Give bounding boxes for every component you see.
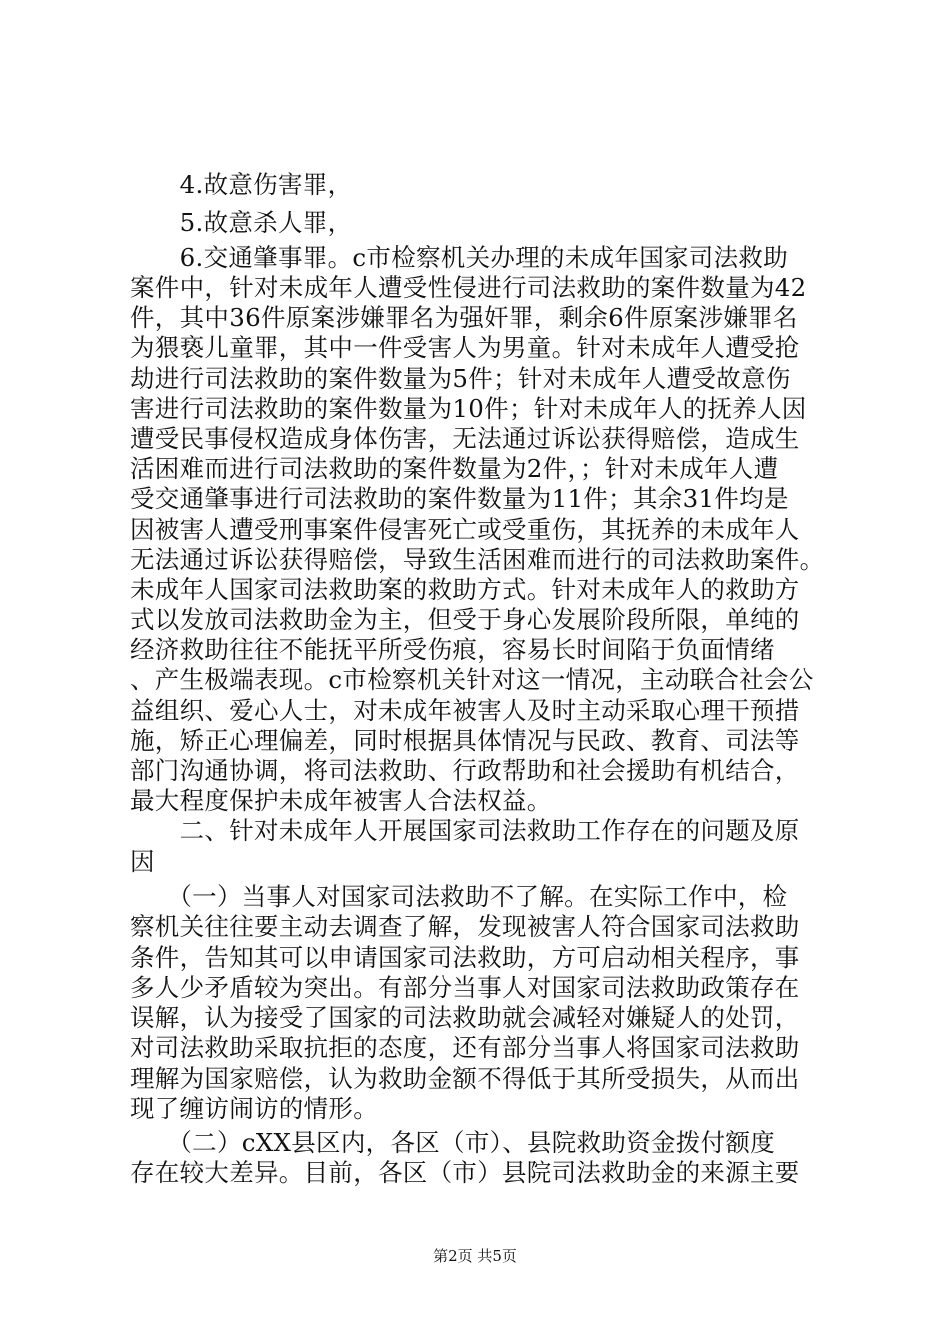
- text-line: 、产生极端表现。c市检察机关针对这一情况，主动联合社会公: [130, 665, 814, 694]
- text-line: 益组织、爱心人士，对未成年被害人及时主动采取心理干预措: [130, 696, 800, 725]
- text-line: 部门沟通协调，将司法救助、行政帮助和社会援助有机结合，: [130, 756, 800, 785]
- text-line: 因被害人遭受刑事案件侵害死亡或受重伤，其抚养的未成年人: [130, 515, 800, 544]
- text-line: 5.故意杀人罪，: [130, 208, 353, 237]
- page-footer: 第2页 共5页: [433, 1247, 517, 1265]
- text-line: 因: [130, 847, 155, 876]
- text-line: 4.故意伤害罪，: [130, 170, 353, 199]
- text-line: 活困难而进行司法救助的案件数量为2件，；针对未成年人遭: [130, 454, 779, 483]
- text-line: 经济救助往往不能抚平所受伤痕，容易长时间陷于负面情绪: [130, 635, 775, 664]
- text-line: 受交通肇事进行司法救助的案件数量为11件；其余31件均是: [130, 484, 789, 513]
- text-line: 存在较大差异。目前，各区（市）县院司法救助金的来源主要: [130, 1158, 800, 1187]
- text-line: 现了缠访闹访的情形。: [130, 1094, 378, 1123]
- text-line: 无法通过诉讼获得赔偿，导致生活困难而进行的司法救助案件。: [130, 545, 825, 574]
- text-line: 为猥亵儿童罪，其中一件受害人为男童。针对未成年人遭受抢: [130, 333, 800, 362]
- text-line: 件，其中36件原案涉嫌罪名为强奸罪，剩余6件原案涉嫌罪名: [130, 303, 798, 332]
- text-line: 未成年人国家司法救助案的救助方式。针对未成年人的救助方: [130, 575, 800, 604]
- text-line: 多人少矛盾较为突出。有部分当事人对国家司法救助政策存在: [130, 973, 800, 1002]
- text-line: 察机关往往要主动去调查了解，发现被害人符合国家司法救助: [130, 912, 800, 941]
- text-line: 理解为国家赔偿，认为救助金额不得低于其所受损失，从而出: [130, 1064, 800, 1093]
- text-line: 6.交通肇事罪。c市检察机关办理的未成年国家司法救助: [130, 243, 788, 272]
- text-line: 劫进行司法救助的案件数量为5件；针对未成年人遭受故意伤: [130, 364, 791, 393]
- text-line: 二、针对未成年人开展国家司法救助工作存在的问题及原: [130, 816, 800, 845]
- text-line: （二）cXX县区内，各区（市）、县院救助资金拨付额度: [130, 1128, 776, 1157]
- text-line: 案件中，针对未成年人遭受性侵进行司法救助的案件数量为42: [130, 273, 807, 302]
- text-line: 施，矫正心理偏差，同时根据具体情况与民政、教育、司法等: [130, 726, 800, 755]
- text-line: （一）当事人对国家司法救助不了解。在实际工作中，检: [130, 882, 788, 911]
- text-line: 条件，告知其可以申请国家司法救助，方可启动相关程序，事: [130, 943, 800, 972]
- text-line: 最大程度保护未成年被害人合法权益。: [130, 786, 552, 815]
- text-line: 误解，认为接受了国家的司法救助就会减轻对嫌疑人的处罚，: [130, 1003, 800, 1032]
- text-line: 对司法救助采取抗拒的态度，还有部分当事人将国家司法救助: [130, 1033, 800, 1062]
- text-line: 式以发放司法救助金为主，但受于身心发展阶段所限，单纯的: [130, 605, 800, 634]
- text-line: 害进行司法救助的案件数量为10件；针对未成年人的抚养人因: [130, 394, 807, 423]
- text-line: 遭受民事侵权造成身体伤害，无法通过诉讼获得赔偿，造成生: [130, 424, 800, 453]
